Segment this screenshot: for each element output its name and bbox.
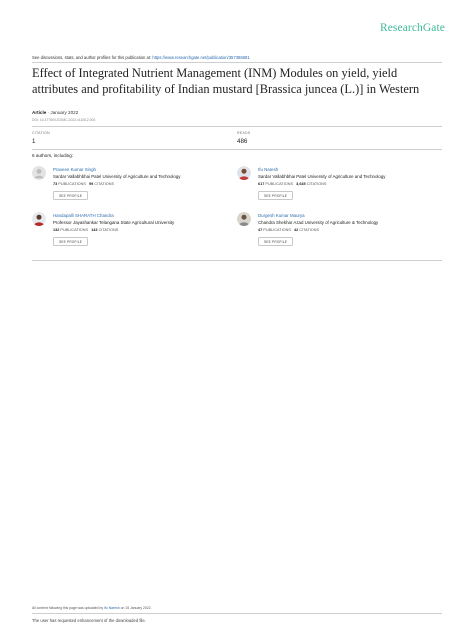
see-profile-button[interactable]: SEE PROFILE: [53, 237, 88, 246]
author-name[interactable]: Praveen Kumar Singh: [53, 167, 96, 172]
discussion-text: See discussions, stats, and author profiles for this publication at:: [32, 55, 152, 60]
researchgate-logo: ResearchGate: [379, 22, 445, 34]
top-divider: [32, 62, 442, 63]
article-type: Article: [32, 110, 47, 115]
reads-label: READS: [237, 131, 251, 135]
citations-label: CITATIONS: [299, 228, 320, 232]
see-profile-button[interactable]: SEE PROFILE: [53, 191, 88, 200]
publications-count: 73: [53, 182, 58, 186]
author-institution: Professor Jayashankar Telangana State Agricultural University: [53, 220, 175, 225]
citations-label: CITATIONS: [98, 228, 119, 232]
author-institution: Sardar Vallabhbhai Patel University of Agriculture and Technology: [258, 174, 386, 179]
publication-title: Effect of Integrated Nutrient Management (INM) Modules on yield, yield attributes and profitability of Indian mustard [Brassica juncea (L.)] in Western: [32, 66, 420, 96]
author-stats: [53, 182, 114, 186]
publications-label: PUBLICATIONS: [58, 182, 86, 186]
stats-divider: [32, 126, 442, 127]
author-name[interactable]: Durgesh Kumar Maurya: [258, 213, 305, 218]
avatar-photo-icon[interactable]: [237, 166, 251, 180]
publications-count: 617: [258, 182, 265, 186]
author-stats: [258, 182, 326, 186]
publications-count: 132: [53, 228, 60, 232]
upload-suffix: on 15 January 2022.: [120, 606, 152, 610]
author-card: [237, 212, 437, 252]
discussion-note: [32, 55, 250, 60]
article-date: January 2022: [50, 110, 79, 115]
enhancement-note: The user has requested enhancement of the downloaded file.: [32, 618, 146, 623]
citations-count: 99: [89, 182, 94, 186]
publications-label: PUBLICATIONS: [60, 228, 88, 232]
avatar-photo-icon[interactable]: [237, 212, 251, 226]
author-stats: [53, 228, 118, 232]
publication-link[interactable]: https://www.researchgate.net/publication/357386881: [152, 55, 250, 60]
publications-label: PUBLICATIONS: [265, 182, 293, 186]
author-name[interactable]: Ifu Naresh: [258, 167, 279, 172]
avatar-placeholder-icon[interactable]: [32, 166, 46, 180]
citations-label: CITATIONS: [94, 182, 115, 186]
author-institution: Sardar Vallabhbhai Patel University of Agriculture and Technology: [53, 174, 181, 179]
footer-divider: [32, 613, 442, 614]
upload-note: [32, 606, 152, 610]
authors-divider: [32, 149, 442, 150]
citations-count: 42: [294, 228, 299, 232]
article-sep: ·: [47, 110, 50, 115]
authors-heading: 6 authors, including:: [32, 153, 74, 158]
avatar-photo-icon[interactable]: [32, 212, 46, 226]
authors-bottom-divider: [32, 260, 442, 261]
see-profile-button[interactable]: SEE PROFILE: [258, 191, 293, 200]
author-name[interactable]: Handapalli SHARATH Chandra: [53, 213, 114, 218]
see-profile-button[interactable]: SEE PROFILE: [258, 237, 293, 246]
citations-label: CITATION: [32, 131, 50, 135]
citations-label: CITATIONS: [306, 182, 327, 186]
article-meta: [32, 110, 78, 115]
author-card: [32, 212, 232, 252]
citations-count: 143: [91, 228, 98, 232]
citations-count: 1: [32, 138, 36, 145]
article-doi: DOI: 10.47760/IJCSMC.2022.v11i012.003: [32, 118, 96, 122]
publications-label: PUBLICATIONS: [263, 228, 291, 232]
citations-count: 3,645: [296, 182, 306, 186]
upload-prefix: All content following this page was uploaded by: [32, 606, 104, 610]
author-stats: [258, 228, 319, 232]
reads-count: 486: [237, 138, 248, 145]
publications-count: 47: [258, 228, 263, 232]
uploader-link[interactable]: Ifu Naresh: [104, 606, 120, 610]
author-institution: Chandra Shekhar Azad University of Agriculture & Technology: [258, 220, 379, 225]
author-card: [237, 166, 437, 206]
author-card: [32, 166, 232, 206]
